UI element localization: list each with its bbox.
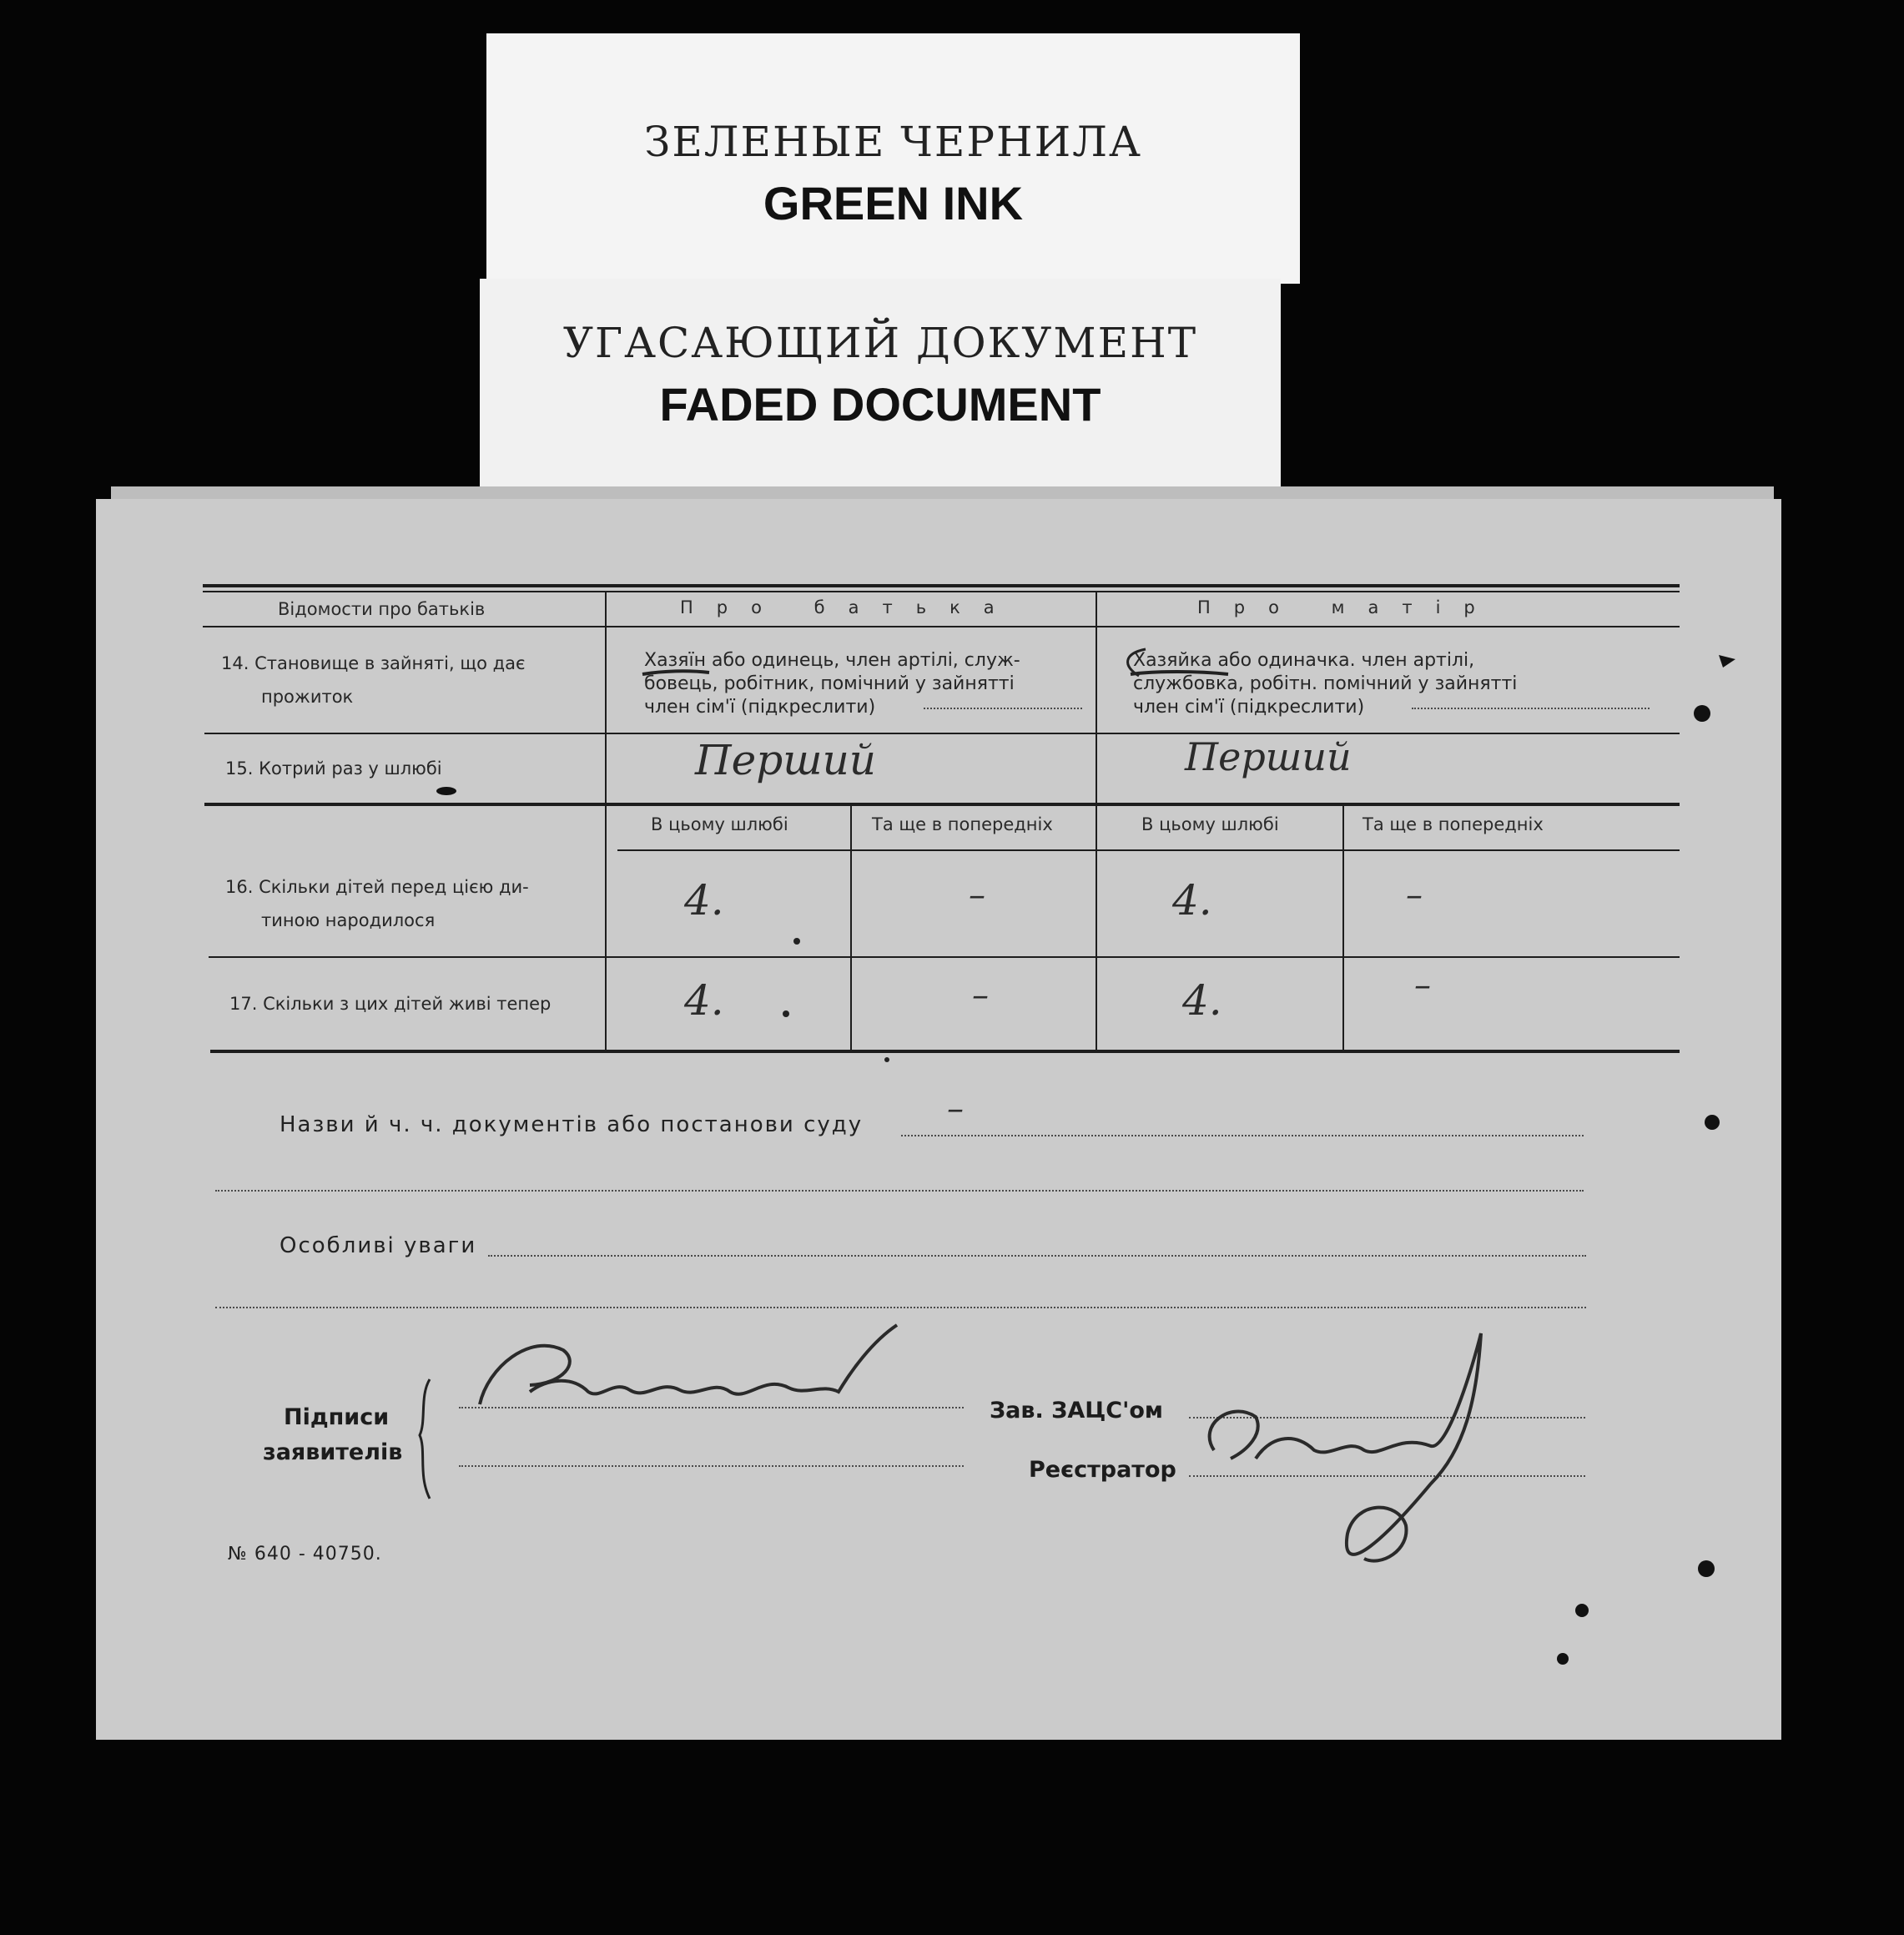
- row14-label-line2: прожиток: [261, 687, 354, 707]
- registrar-label: Реєстратор: [1029, 1457, 1176, 1483]
- col-divider-father: [850, 806, 852, 1050]
- applicant-signature: [480, 1325, 897, 1404]
- applicant-signature-line-2: [459, 1465, 964, 1467]
- row15-bottom-rule: [204, 803, 1680, 806]
- row14-father-fill-line: [924, 708, 1082, 709]
- row17-label: 17. Скільки з цих дітей живі тепер: [229, 994, 552, 1014]
- table-bottom-rule: [210, 1050, 1680, 1053]
- row14-mother-options-3: член сім'ї (підкреслити): [1133, 697, 1365, 718]
- subheader-mother-this: В цьому шлюбі: [1141, 814, 1279, 834]
- remarks-line-1: [488, 1255, 1586, 1257]
- header-bottom-rule: [203, 626, 1680, 627]
- row17-father-this: 4.: [684, 976, 724, 1025]
- ink-spot: [793, 938, 800, 945]
- row14-mother-fill-line: [1412, 708, 1650, 709]
- table-top-rule-inner: [203, 591, 1680, 592]
- header-info: Відомости про батьків: [278, 599, 486, 619]
- ink-spot: [436, 787, 456, 795]
- row16-label-line1: 16. Скільки дітей перед цією ди-: [225, 877, 529, 897]
- zags-head-signature-line: [1189, 1417, 1585, 1418]
- form-number: № 640 - 40750.: [228, 1544, 382, 1565]
- faded-document-notice-en: FADED DOCUMENT: [659, 378, 1101, 431]
- subheader-mother-prev: Та ще в попередніх: [1363, 814, 1544, 834]
- row16-mother-this: 4.: [1172, 876, 1212, 925]
- row14-label-line1: 14. Становище в зайняті, що дає: [221, 653, 526, 673]
- row16-label-line2: тиною народилося: [261, 910, 436, 930]
- document-sheet: [96, 499, 1781, 1740]
- faded-document-notice-ru: УГАСАЮЩИЙ ДОКУМЕНТ: [562, 319, 1198, 367]
- documents-value: –: [947, 1090, 964, 1128]
- row16-bottom-rule: [209, 956, 1680, 958]
- applicant-signature-line-1: [459, 1407, 964, 1408]
- row16-mother-prev: –: [1406, 876, 1423, 915]
- row14-bottom-rule: [204, 733, 1680, 734]
- applicants-label-line1: Підписи: [284, 1404, 390, 1430]
- documents-line-2: [215, 1190, 1584, 1192]
- applicants-brace: [420, 1379, 430, 1499]
- registrar-signature: [1210, 1333, 1481, 1561]
- col-divider-1: [605, 591, 607, 1050]
- row14-father-options-1: Хазяїн або одинець, член артілі, служ-: [644, 650, 1020, 671]
- row17-mother-this: 4.: [1182, 976, 1222, 1025]
- documents-label: Назви й ч. ч. документів або постанови суду: [280, 1112, 864, 1137]
- green-ink-notice-ru: ЗЕЛЕНЫЕ ЧЕРНИЛА: [644, 118, 1142, 166]
- subheader-father-prev: Та ще в попередніх: [872, 814, 1053, 834]
- col-divider-mother: [1342, 806, 1344, 1050]
- row14-father-options-3: член сім'ї (підкреслити): [644, 697, 876, 718]
- col-divider-2: [1096, 591, 1097, 1050]
- green-ink-notice: [486, 33, 1300, 284]
- zags-head-label: Зав. ЗАЦС'ом: [990, 1398, 1163, 1424]
- row17-father-prev: –: [972, 976, 989, 1015]
- row14-mother-options-1: Хазяйка або одиначка. член артілі,: [1133, 650, 1475, 671]
- row15-mother-value: Перший: [1185, 734, 1352, 779]
- faded-document-notice: [480, 279, 1281, 491]
- ink-spot: [884, 1057, 889, 1062]
- applicants-label-line2: заявителів: [263, 1439, 403, 1465]
- row16-father-prev: –: [969, 876, 985, 915]
- registrar-signature-line: [1189, 1475, 1585, 1477]
- row14-father-options-2: бовець, робітник, помічний у зайнятті: [644, 673, 1015, 694]
- ink-spot: [783, 1010, 789, 1017]
- remarks-label: Особливі уваги: [280, 1233, 477, 1258]
- subheader-father-this: В цьому шлюбі: [651, 814, 788, 834]
- subheader-bottom-rule: [617, 849, 1680, 851]
- row15-label: 15. Котрий раз у шлюбі: [225, 758, 442, 779]
- row15-father-value: Перший: [695, 736, 876, 784]
- green-ink-notice-en: GREEN INK: [763, 177, 1024, 229]
- row16-father-this: 4.: [684, 876, 724, 925]
- documents-line-1: [901, 1135, 1584, 1136]
- row17-mother-prev: –: [1414, 966, 1431, 1005]
- header-mother: Про матір: [1197, 597, 1499, 617]
- header-father: Про батька: [680, 597, 1018, 617]
- remarks-line-2: [215, 1307, 1586, 1308]
- row14-mother-options-2: службовка, робітн. помічний у зайнятті: [1133, 673, 1518, 694]
- table-top-rule: [203, 584, 1680, 587]
